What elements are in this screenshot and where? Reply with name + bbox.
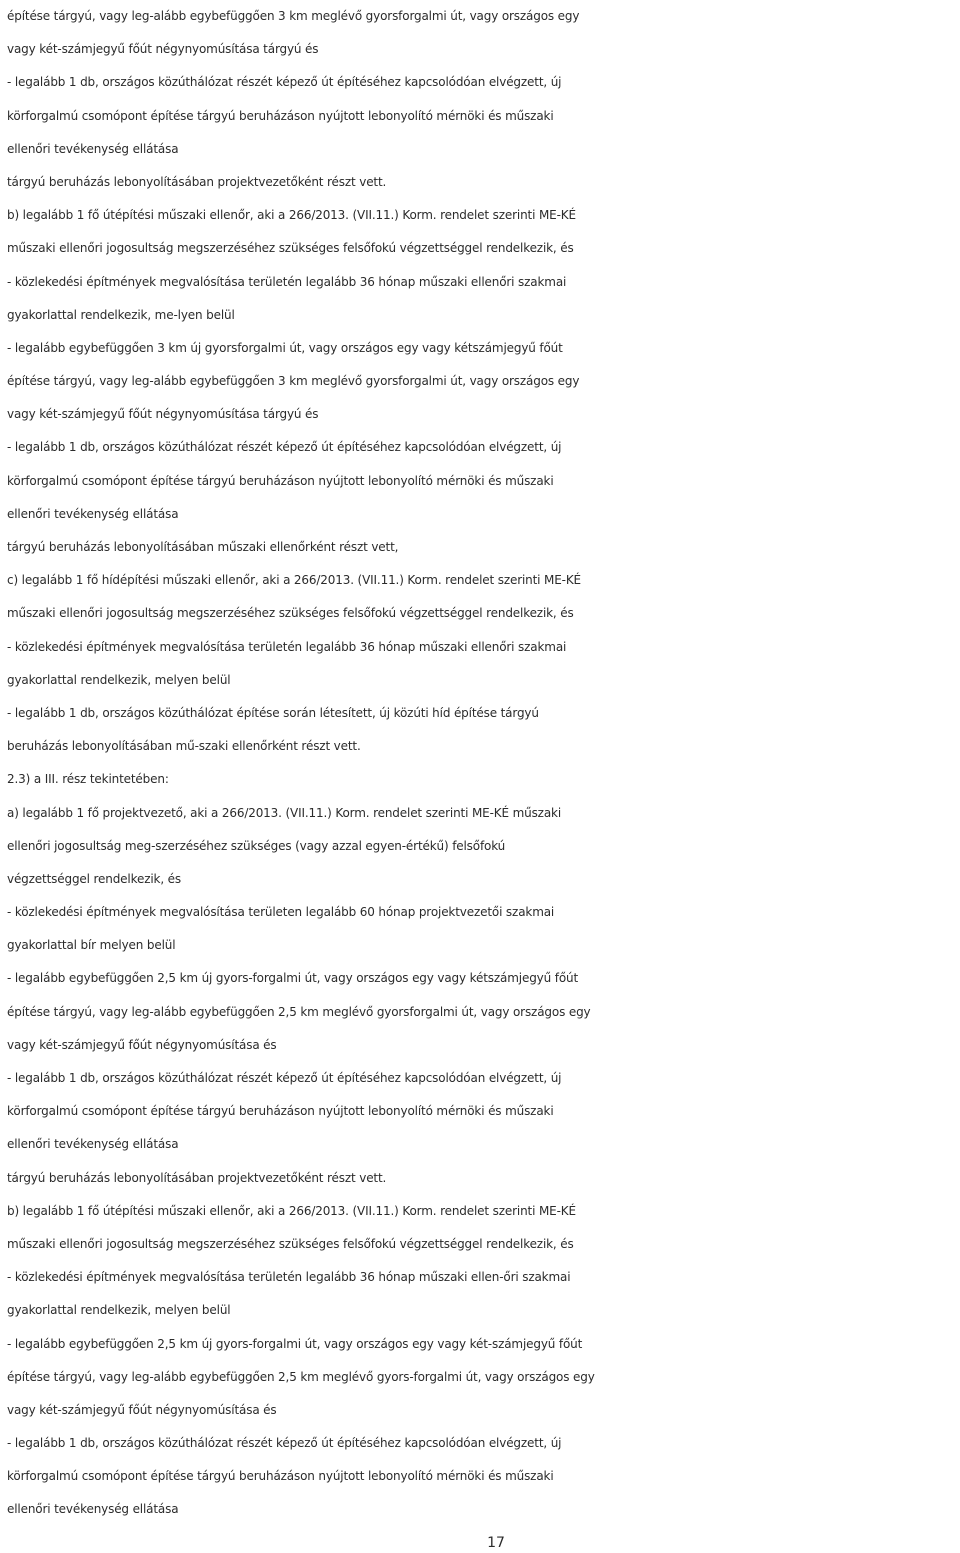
text-line: tárgyú beruházás lebonyolításában műszaki ellenőrként részt vett, bbox=[7, 540, 399, 554]
text-line: - legalább 1 db, országos közúthálózat részét képező út építéséhez kapcsolódóan elvégzett, új bbox=[7, 75, 562, 90]
text-line: - legalább egybefüggően 3 km új gyorsforgalmi út, vagy országos egy vagy kétszámjegyű főút bbox=[7, 340, 563, 355]
text-line: - közlekedési építmények megvalósítása területén legalább 36 hónap műszaki ellen-őri szakmai bbox=[7, 1270, 571, 1285]
text-line: gyakorlattal rendelkezik, melyen belül bbox=[7, 1303, 231, 1318]
text-line: c) legalább 1 fő hídépítési műszaki ellenőr, aki a 266/2013. (VII.11.) Korm. rendelet szerinti ME-KÉ bbox=[7, 573, 581, 588]
text-line: - közlekedési építmények megvalósítása területén legalább 36 hónap műszaki ellenőri szakmai bbox=[7, 274, 567, 289]
text-line: vagy két-számjegyű főút négynyomúsítása és bbox=[7, 1037, 277, 1052]
text-line: - legalább egybefüggően 2,5 km új gyors-forgalmi út, vagy országos egy vagy kétszámjegyű főút bbox=[7, 971, 579, 986]
text-line: 2.3) a III. rész tekintetében: bbox=[7, 772, 169, 787]
text-line: - közlekedési építmények megvalósítása területen legalább 60 hónap projektvezetői szakmai bbox=[7, 905, 555, 920]
text-line: tárgyú beruházás lebonyolításában projektvezetőként részt vett. bbox=[7, 1170, 387, 1185]
text-line: vagy két-számjegyű főút négynyomúsítása és bbox=[7, 1402, 277, 1417]
text-line: gyakorlattal bír melyen belül bbox=[7, 938, 176, 953]
text-line: műszaki ellenőri jogosultság megszerzéséhez szükséges felsőfokú végzettséggel rendelkezik, és bbox=[7, 606, 574, 621]
text-line: körforgalmú csomópont építése tárgyú beruházáson nyújtott lebonyolító mérnöki és műszaki bbox=[7, 1104, 554, 1119]
text-line: - legalább 1 db, országos közúthálózat részét képező út építéséhez kapcsolódóan elvégzett, új bbox=[7, 1071, 562, 1085]
document-body bbox=[7, 0, 957, 1527]
text-line: - legalább 1 db, országos közúthálózat építése során létesített, új közúti híd építése tárgyú bbox=[7, 705, 539, 720]
text-line: ellenőri tevékenység ellátása bbox=[7, 506, 179, 521]
text-line: építése tárgyú, vagy leg-alább egybefüggően 3 km meglévő gyorsforgalmi út, vagy országos egy bbox=[7, 9, 580, 23]
text-line: építése tárgyú, vagy leg-alább egybefüggően 3 km meglévő gyorsforgalmi út, vagy országos egy bbox=[7, 374, 580, 389]
text-line: gyakorlattal rendelkezik, melyen belül bbox=[7, 672, 231, 687]
text-line: körforgalmú csomópont építése tárgyú beruházáson nyújtott lebonyolító mérnöki és műszaki bbox=[7, 1469, 554, 1484]
text-line: - legalább 1 db, országos közúthálózat részét képező út építéséhez kapcsolódóan elvégzett, új bbox=[7, 440, 562, 455]
text-line: ellenőri jogosultság meg-szerzéséhez szükséges (vagy azzal egyen-értékű) felsőfokú bbox=[7, 838, 506, 853]
text-line: beruházás lebonyolításában mű-szaki ellenőrként részt vett. bbox=[7, 739, 361, 754]
text-line: - közlekedési építmények megvalósítása területén legalább 36 hónap műszaki ellenőri szakmai bbox=[7, 639, 567, 654]
text-line: körforgalmú csomópont építése tárgyú beruházáson nyújtott lebonyolító mérnöki és műszaki bbox=[7, 473, 554, 488]
text-line: - legalább 1 db, országos közúthálózat részét képező út építéséhez kapcsolódóan elvégzett, új bbox=[7, 1436, 562, 1451]
text-line: ellenőri tevékenység ellátása bbox=[7, 1137, 179, 1152]
text-line: vagy két-számjegyű főút négynyomúsítása tárgyú és bbox=[7, 42, 319, 57]
text-line: b) legalább 1 fő útépítési műszaki ellenőr, aki a 266/2013. (VII.11.) Korm. rendelet szerinti ME-KÉ bbox=[7, 208, 576, 223]
text-line: ellenőri tevékenység ellátása bbox=[7, 1502, 179, 1517]
text-line: végzettséggel rendelkezik, és bbox=[7, 871, 181, 886]
text-line: a) legalább 1 fő projektvezető, aki a 266/2013. (VII.11.) Korm. rendelet szerinti ME-KÉ műszaki bbox=[7, 805, 562, 820]
text-line: ellenőri tevékenység ellátása bbox=[7, 141, 179, 156]
text-line: b) legalább 1 fő útépítési műszaki ellenőr, aki a 266/2013. (VII.11.) Korm. rendelet szerinti ME-KÉ bbox=[7, 1203, 576, 1218]
text-line: vagy két-számjegyű főút négynyomúsítása tárgyú és bbox=[7, 407, 319, 422]
text-line: gyakorlattal rendelkezik, me-lyen belül bbox=[7, 307, 235, 322]
text-line: - legalább egybefüggően 2,5 km új gyors-forgalmi út, vagy országos egy vagy két-számjegyű főút bbox=[7, 1336, 583, 1351]
text-line: műszaki ellenőri jogosultság megszerzéséhez szükséges felsőfokú végzettséggel rendelkezik, és bbox=[7, 1236, 574, 1251]
text-line: műszaki ellenőri jogosultság megszerzéséhez szükséges felsőfokú végzettséggel rendelkezik, és bbox=[7, 241, 574, 256]
text-line: körforgalmú csomópont építése tárgyú beruházáson nyújtott lebonyolító mérnöki és műszaki bbox=[7, 108, 554, 123]
page-number: 17 bbox=[487, 1535, 505, 1551]
text-line: építése tárgyú, vagy leg-alább egybefüggően 2,5 km meglévő gyorsforgalmi út, vagy országos egy bbox=[7, 1004, 591, 1019]
text-line: építése tárgyú, vagy leg-alább egybefüggően 2,5 km meglévő gyors-forgalmi út, vagy országos egy bbox=[7, 1369, 595, 1384]
text-line: tárgyú beruházás lebonyolításában projektvezetőként részt vett. bbox=[7, 174, 387, 189]
